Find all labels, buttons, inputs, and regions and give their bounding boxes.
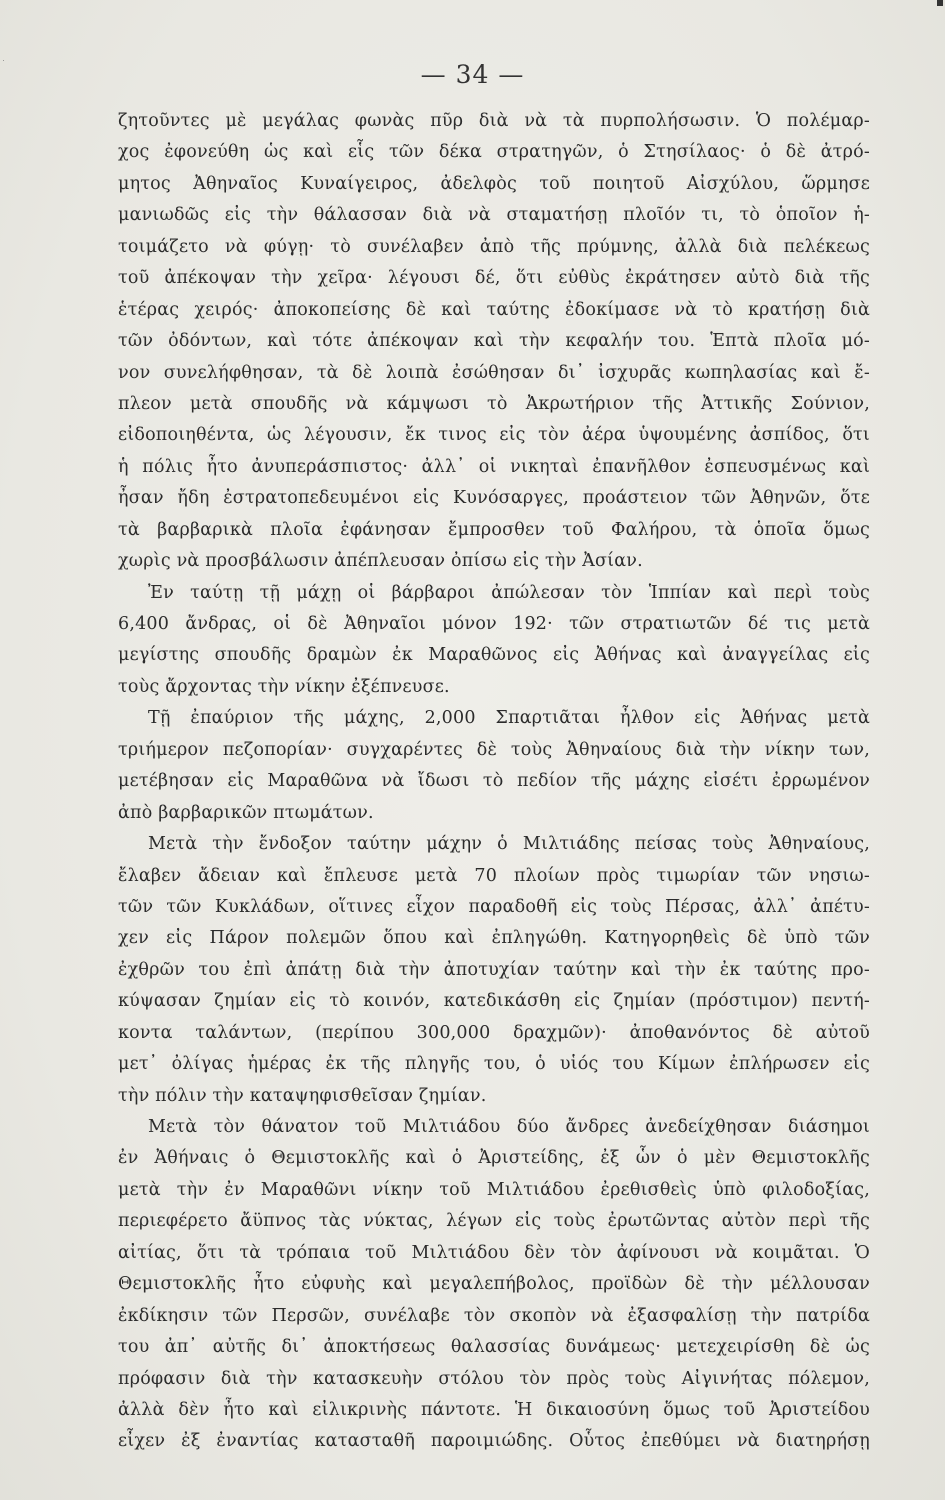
text-line: μετ᾽ ὀλίγας ἡμέρας ἐκ τῆς πληγῆς του, ὁ υἱός του Κίμων ἐπλήρωσεν εἰς xyxy=(118,1054,870,1075)
text-line: ἦσαν ἤδη ἐστρατοπεδευμένοι εἰς Κυνόσαργες, προάστειον τῶν Ἀθηνῶν, ὅτε xyxy=(118,488,870,509)
text-line: πλεον μετὰ σπουδῆς νὰ κάμψωσι τὸ Ἀκρωτήριον τῆς Ἀττικῆς Σούνιον, xyxy=(118,393,870,414)
scan-corner-mark xyxy=(937,0,943,6)
text-line: Μετὰ τὴν ἔνδοξον ταύτην μάχην ὁ Μιλτιάδης πείσας τοὺς Ἀθηναίους, xyxy=(148,834,870,855)
text-line: ἐκδίκησιν τῶν Περσῶν, συνέλαβε τὸν σκοπὸν νὰ ἐξασφαλίσῃ τὴν πατρίδα xyxy=(118,1305,870,1326)
text-line: νον συνελήφθησαν, τὰ δὲ λοιπὰ ἐσώθησαν δι᾽ ἰσχυρᾶς κωπηλασίας καὶ ἔ- xyxy=(118,362,870,383)
text-line: αἰτίας, ὅτι τὰ τρόπαια τοῦ Μιλτιάδου δὲν τὸν ἀφίνουσι νὰ κοιμᾶται. Ὁ xyxy=(118,1242,870,1263)
text-line: ἐν Ἀθήναις ὁ Θεμιστοκλῆς καὶ ὁ Ἀριστείδης, ἐξ ὧν ὁ μὲν Θεμιστοκλῆς xyxy=(118,1148,870,1169)
text-line: περιεφέρετο ἄϋπνος τὰς νύκτας, λέγων εἰς τοὺς ἐρωτῶντας αὐτὸν περὶ τῆς xyxy=(118,1211,870,1232)
text-line: τὴν πόλιν τὴν καταψηφισθεῖσαν ζημίαν. xyxy=(118,1085,487,1106)
text-line: τὰ βαρβαρικὰ πλοῖα ἐφάνησαν ἔμπροσθεν τοῦ Φαλήρου, τὰ ὁποῖα ὅμως xyxy=(118,519,870,540)
text-line: ἀπὸ βαρβαρικῶν πτωμάτων. xyxy=(118,802,374,823)
text-line: εἶχεν ἐξ ἐναντίας κατασταθῆ παροιμιώδης. Οὗτος ἐπεθύμει νὰ διατηρήσῃ xyxy=(118,1431,870,1452)
text-line: κοντα ταλάντων, (περίπου 300,000 δραχμῶν)· ἀποθανόντος δὲ αὐτοῦ xyxy=(118,1022,870,1043)
text-line: ἀλλὰ δὲν ἦτο καὶ εἰλικρινὴς πάντοτε. Ἡ δικαιοσύνη ὅμως τοῦ Ἀριστείδου xyxy=(118,1399,870,1420)
text-line: ἔλαβεν ἄδειαν καὶ ἔπλευσε μετὰ 70 πλοίων πρὸς τιμωρίαν τῶν νησιω- xyxy=(118,865,870,886)
text-line: τοῦ ἀπέκοψαν τὴν χεῖρα· λέγουσι δέ, ὅτι εὐθὺς ἐκράτησεν αὐτὸ διὰ τῆς xyxy=(118,268,870,289)
text-line: Τῇ ἐπαύριον τῆς μάχης, 2,000 Σπαρτιᾶται ἦλθον εἰς Ἀθήνας μετὰ xyxy=(148,708,870,729)
text-line: ἑτέρας χειρός· ἀποκοπείσης δὲ καὶ ταύτης ἐδοκίμασε νὰ τὸ κρατήσῃ διὰ xyxy=(118,299,870,320)
body-text xyxy=(118,106,870,1458)
text-line: Θεμιστοκλῆς ἦτο εὐφυὴς καὶ μεγαλεπήβολος, προϊδὼν δὲ τὴν μέλλουσαν xyxy=(118,1274,870,1295)
text-line: πρόφασιν διὰ τὴν κατασκευὴν στόλου τὸν πρὸς τοὺς Αἰγινήτας πόλεμον, xyxy=(118,1368,870,1389)
text-line: του ἀπ᾽ αὐτῆς δι᾽ ἀποκτήσεως θαλασσίας δυνάμεως· μετεχειρίσθη δὲ ὡς xyxy=(118,1337,870,1358)
text-line: μητος Ἀθηναῖος Κυναίγειρος, ἀδελφὸς τοῦ ποιητοῦ Αἰσχύλου, ὥρμησε xyxy=(118,173,870,194)
text-line: μανιωδῶς εἰς τὴν θάλασσαν διὰ νὰ σταματήσῃ πλοῖόν τι, τὸ ὁποῖον ἡ- xyxy=(118,205,870,226)
text-line: τῶν τῶν Κυκλάδων, οἵτινες εἶχον παραδοθῆ εἰς τοὺς Πέρσας, ἀλλ᾽ ἀπέτυ- xyxy=(118,896,870,917)
text-line: χος ἐφονεύθη ὡς καὶ εἷς τῶν δέκα στρατηγῶν, ὁ Στησίλαος· ὁ δὲ ἀτρό- xyxy=(118,142,870,163)
text-line: ἡ πόλις ἦτο ἀνυπεράσπιστος· ἀλλ᾽ οἱ νικηταὶ ἐπανῆλθον ἐσπευσμένως καὶ xyxy=(118,456,870,477)
text-line: Ἐν ταύτῃ τῇ μάχῃ οἱ βάρβαροι ἀπώλεσαν τὸν Ἱππίαν καὶ περὶ τοὺς xyxy=(148,582,870,603)
text-line: ζητοῦντες μὲ μεγάλας φωνὰς πῦρ διὰ νὰ τὰ πυρπολήσωσιν. Ὁ πολέμαρ- xyxy=(118,111,870,131)
text-line: Μετὰ τὸν θάνατον τοῦ Μιλτιάδου δύο ἄνδρες ἀνεδείχθησαν διάσημοι xyxy=(148,1117,870,1137)
text-line: 6,400 ἄνδρας, οἱ δὲ Ἀθηναῖοι μόνον 192· τῶν στρατιωτῶν δέ τις μετὰ xyxy=(118,614,870,634)
text-line: τριήμερον πεζοπορίαν· συγχαρέντες δὲ τοὺς Ἀθηναίους διὰ τὴν νίκην των, xyxy=(118,739,870,760)
text-line: μεγίστης σπουδῆς δραμὼν ἐκ Μαραθῶνος εἰς Ἀθήνας καὶ ἀναγγείλας εἰς xyxy=(118,645,870,666)
text-line: χεν εἰς Πάρον πολεμῶν ὅπου καὶ ἐπληγώθη. Κατηγορηθεὶς δὲ ὑπὸ τῶν xyxy=(118,928,870,949)
text-line: τοιμάζετο νὰ φύγῃ· τὸ συνέλαβεν ἀπὸ τῆς πρύμνης, ἀλλὰ διὰ πελέκεως xyxy=(118,236,870,257)
text-line: ἐχθρῶν του ἐπὶ ἀπάτῃ διὰ τὴν ἀποτυχίαν ταύτην καὶ τὴν ἐκ ταύτης προ- xyxy=(118,959,870,980)
text-line: κύψασαν ζημίαν εἰς τὸ κοινόν, κατεδικάσθη εἰς ζημίαν (πρόστιμον) πεντή- xyxy=(118,991,870,1012)
page-number: — 34 — xyxy=(420,60,525,89)
text-line: μετέβησαν εἰς Μαραθῶνα νὰ ἴδωσι τὸ πεδίον τῆς μάχης εἰσέτι ἐρρωμένον xyxy=(118,771,870,792)
text-line: τῶν ὀδόντων, καὶ τότε ἀπέκοψαν καὶ τὴν κεφαλήν του. Ἑπτὰ πλοῖα μό- xyxy=(118,331,870,352)
text-line: εἰδοποιηθέντα, ὡς λέγουσιν, ἔκ τινος εἰς τὸν ἀέρα ὑψουμένης ἀσπίδος, ὅτι xyxy=(118,425,870,446)
text-line: χωρὶς νὰ προσβάλωσιν ἀπέπλευσαν ὀπίσω εἰς τὴν Ἀσίαν. xyxy=(118,551,643,572)
text-line: μετὰ τὴν ἐν Μαραθῶνι νίκην τοῦ Μιλτιάδου ἐρεθισθεὶς ὑπὸ φιλοδοξίας, xyxy=(118,1179,870,1200)
text-line: τοὺς ἄρχοντας τὴν νίκην ἐξέπνευσε. xyxy=(118,676,450,697)
